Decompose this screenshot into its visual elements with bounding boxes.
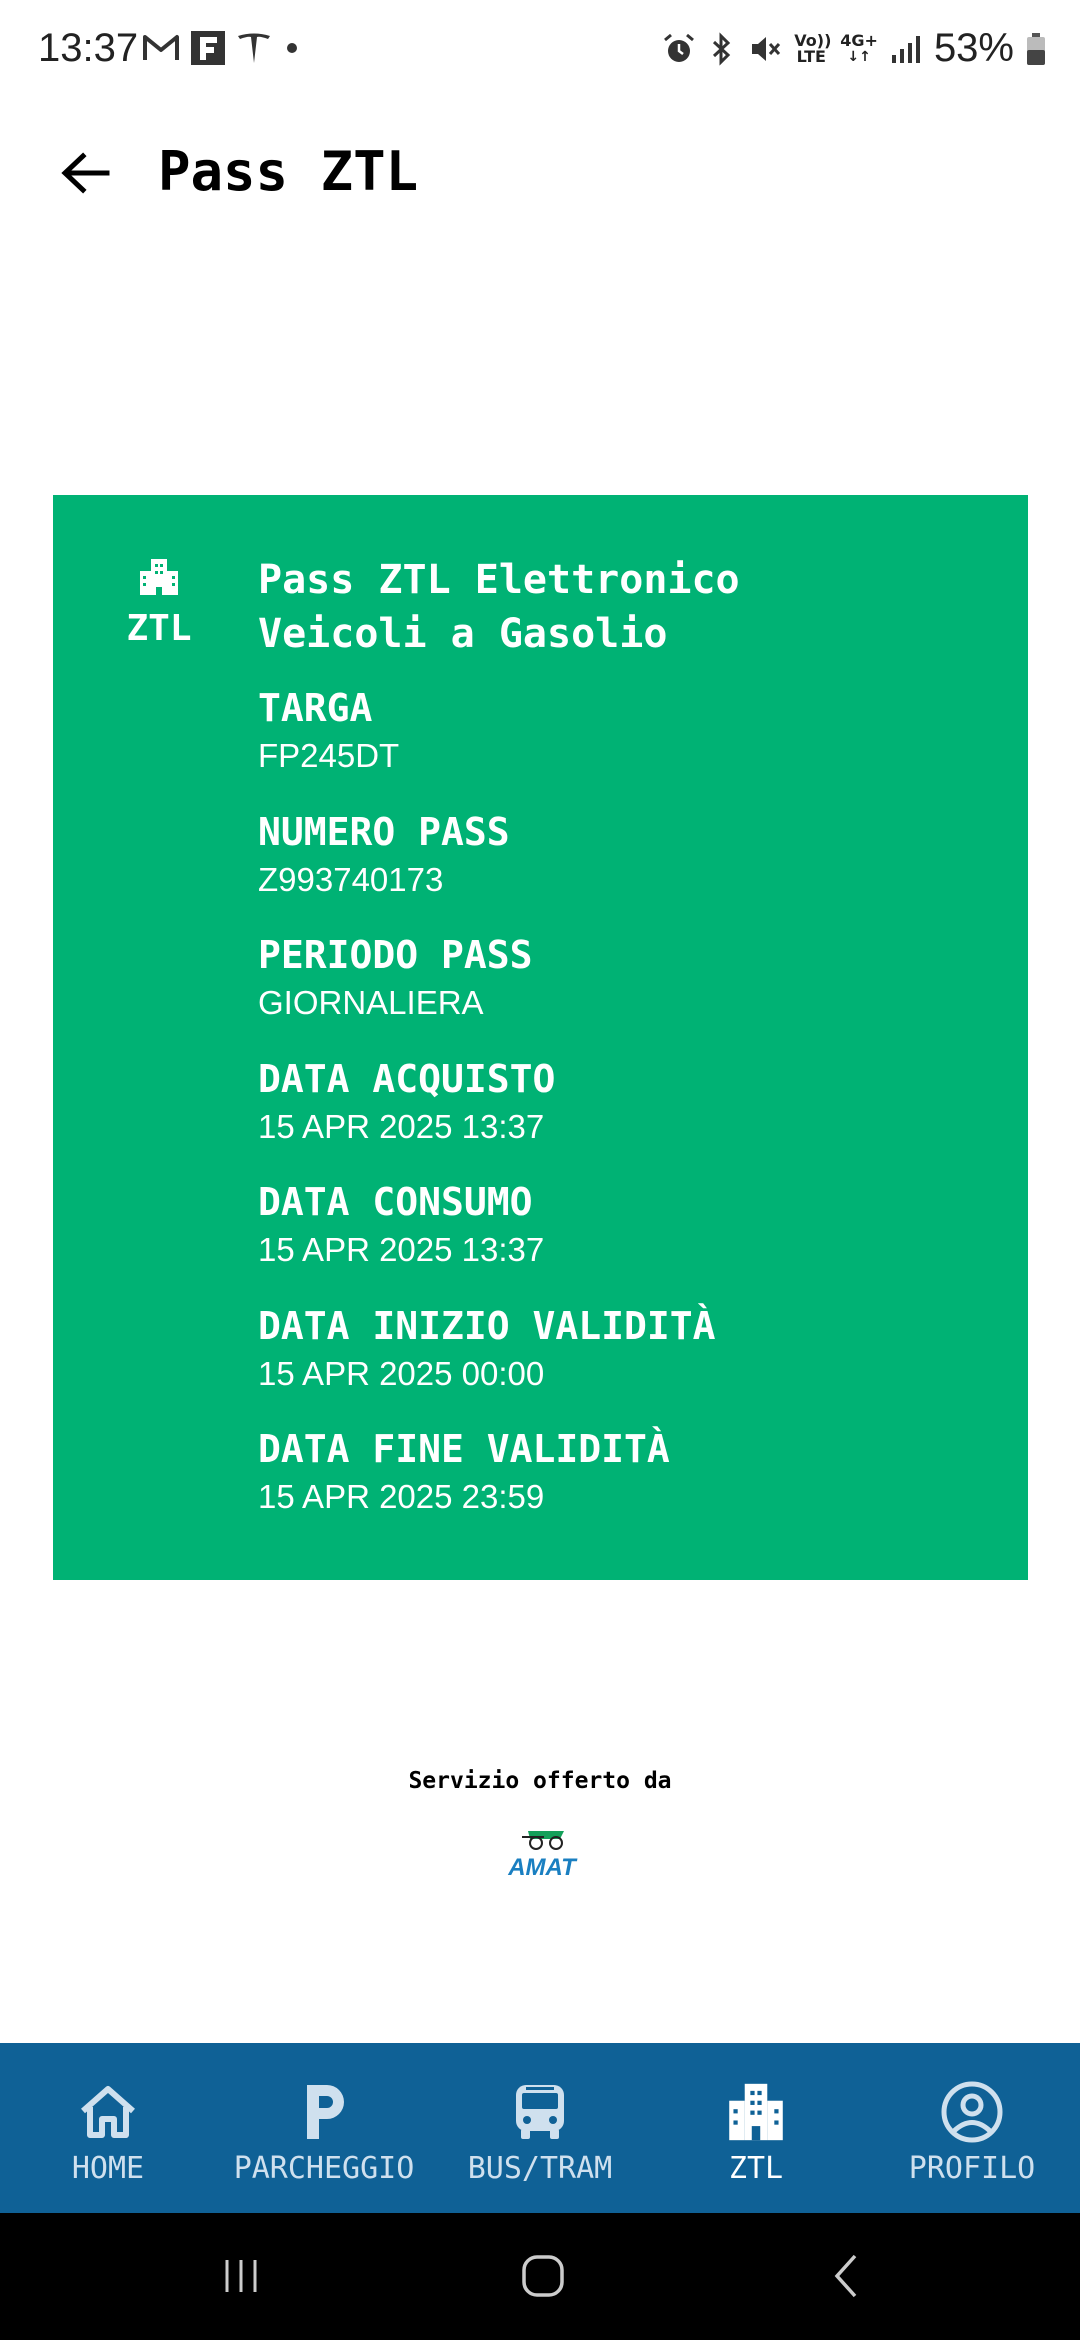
field-value: 15 APR 2025 00:00 — [258, 1354, 545, 1392]
field-data-fine-validita — [258, 1426, 998, 1550]
field-label: DATA ACQUISTO — [258, 1056, 556, 1101]
nav-home[interactable] — [0, 2043, 216, 2213]
nav-label: PROFILO — [908, 2151, 1036, 2186]
arrow-back-icon — [59, 151, 111, 195]
field-targa — [258, 685, 998, 809]
service-offered-by: Servizio offerto da — [408, 1768, 672, 1794]
profile-icon — [940, 2080, 1004, 2144]
field-label: TARGA — [258, 686, 373, 730]
system-back-button[interactable] — [812, 2245, 882, 2307]
pass-title — [258, 553, 740, 661]
nav-label: BUS/TRAM — [467, 2151, 613, 2186]
bus-icon — [512, 2081, 568, 2143]
app-header — [0, 120, 1080, 220]
pass-title-line2: Veicoli a Gasolio — [258, 611, 668, 657]
back-button[interactable] — [50, 138, 120, 208]
pass-fields — [258, 685, 998, 1550]
volte-icon — [794, 30, 832, 66]
field-data-inizio-validita — [258, 1303, 998, 1427]
page-title: Pass ZTL — [158, 140, 419, 203]
battery-icon — [1026, 32, 1046, 66]
mute-icon — [748, 32, 782, 66]
alarm-icon — [662, 32, 696, 66]
recent-apps-button[interactable] — [206, 2245, 276, 2307]
nav-profilo[interactable] — [864, 2043, 1080, 2213]
notification-icons — [142, 30, 302, 66]
field-value: GIORNALIERA — [258, 984, 484, 1021]
field-label: PERIODO PASS — [258, 933, 533, 977]
field-label: DATA CONSUMO — [258, 1180, 533, 1224]
flipboard-icon — [190, 30, 226, 66]
field-numero-pass — [258, 809, 998, 933]
field-data-acquisto — [258, 1056, 998, 1180]
4g-icon: 4G+ ↓↑ — [840, 30, 878, 65]
field-periodo-pass — [258, 932, 998, 1056]
system-nav-bar — [0, 2213, 1080, 2340]
recent-apps-icon — [219, 2254, 263, 2298]
field-value: 15 APR 2025 13:37 — [258, 1107, 545, 1145]
field-value: 15 APR 2025 13:37 — [258, 1231, 545, 1268]
field-value: Z993740173 — [258, 860, 444, 898]
nav-label: ZTL — [728, 2151, 784, 2186]
chevron-left-icon — [827, 2252, 867, 2300]
home-circle-icon — [519, 2252, 567, 2300]
field-label: NUMERO PASS — [258, 809, 510, 854]
amat-logo-text: AMAT — [508, 1854, 576, 1881]
signal-icon — [890, 33, 922, 65]
parking-icon — [299, 2081, 349, 2143]
amat-logo — [500, 1825, 584, 1881]
field-data-consumo — [258, 1179, 998, 1303]
building-icon — [137, 557, 181, 597]
nav-parcheggio[interactable] — [216, 2043, 432, 2213]
nav-bus-tram[interactable] — [432, 2043, 648, 2213]
nav-label: PARCHEGGIO — [233, 2151, 415, 2186]
nav-label: HOME — [71, 2151, 145, 2186]
field-label: DATA FINE VALIDITÀ — [258, 1427, 670, 1471]
gmail-icon — [142, 33, 180, 63]
home-icon — [77, 2083, 139, 2141]
ztl-badge — [113, 557, 205, 649]
battery-percent: 53% — [933, 26, 1014, 70]
building-icon — [725, 2081, 787, 2143]
tesla-icon — [236, 30, 272, 66]
network-type-label: 4G+ — [840, 30, 878, 50]
dot-icon — [282, 38, 302, 58]
nav-ztl[interactable] — [648, 2043, 864, 2213]
pass-title-line1: Pass ZTL Elettronico — [258, 557, 740, 603]
field-value: 15 APR 2025 23:59 — [258, 1478, 545, 1515]
field-value: FP245DT — [258, 737, 400, 774]
field-label: DATA INIZIO VALIDITÀ — [258, 1303, 716, 1348]
ztl-badge-label: ZTL — [126, 608, 192, 649]
bottom-nav — [0, 2043, 1080, 2213]
status-time: 13:37 — [38, 26, 139, 70]
home-system-button[interactable] — [508, 2245, 578, 2307]
volte-label: Vo)) LTE — [794, 30, 832, 66]
status-bar — [0, 0, 1080, 100]
pass-card — [53, 495, 1028, 1580]
bluetooth-icon — [708, 32, 736, 66]
system-status-icons — [662, 26, 1046, 71]
